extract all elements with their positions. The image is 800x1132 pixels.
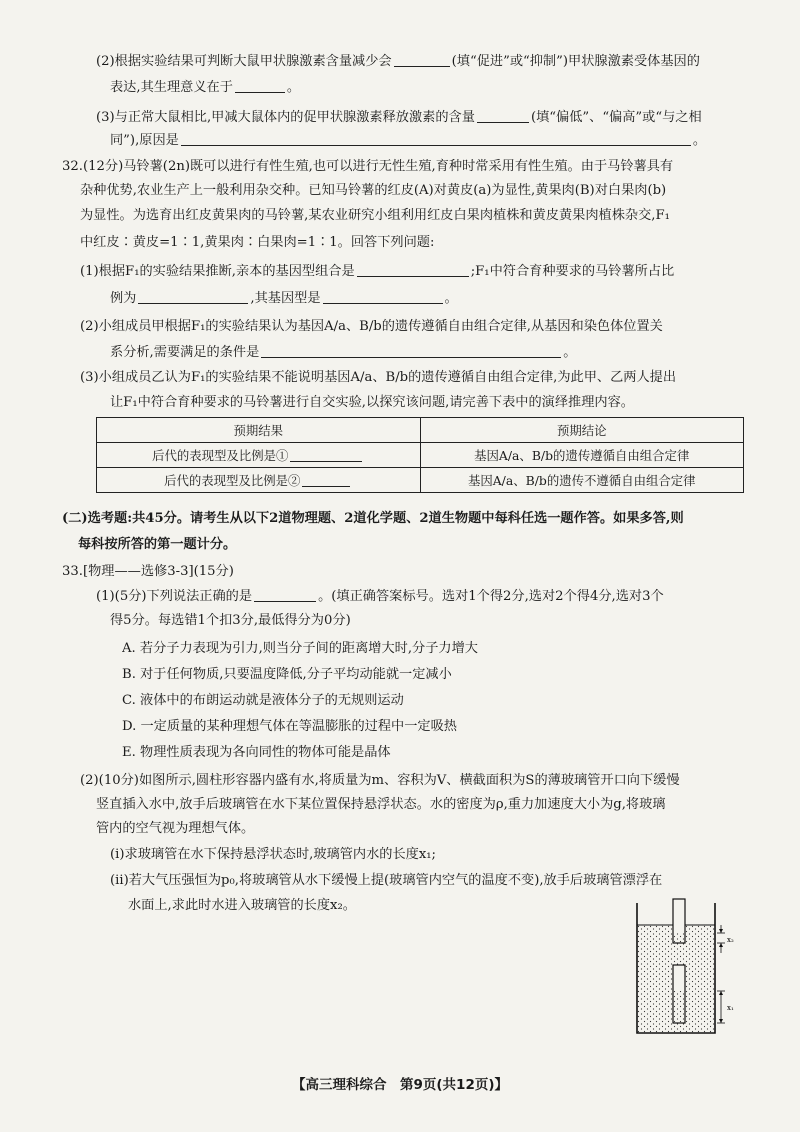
q33-part2-i: (ⅰ)求玻璃管在水下保持悬浮状态时,玻璃管内水的长度x₁; xyxy=(110,847,436,862)
q31-line-3 xyxy=(96,108,740,127)
prediction-table xyxy=(96,417,744,493)
table-header: 预期结论 xyxy=(420,418,744,443)
text: 例为 xyxy=(110,291,137,306)
q31-line-1 xyxy=(96,52,740,71)
q33-part2-line-1: (2)(10分)如图所示,圆柱形容器内盛有水,将质量为m、容积为V、横截面积为S的薄玻璃管开口向下缓慢 xyxy=(80,773,680,788)
q32-sub1-line-2 xyxy=(110,289,770,308)
answer-blank[interactable] xyxy=(138,289,248,304)
q32-sub2-line-1: (2)小组成员甲根据F₁的实验结果认为基因A/a、B/b的遗传遵循自由组合定律,从基因和染色体位置关 xyxy=(80,319,663,334)
text: ,其基因型是 xyxy=(250,291,321,306)
option-d: D. 一定质量的某种理想气体在等温膨胀的过程中一定吸热 xyxy=(122,719,457,734)
answer-blank[interactable] xyxy=(357,262,469,277)
text: (填“偏低”、“偏高”或“与之相 xyxy=(530,110,702,125)
text: 。 xyxy=(444,291,458,306)
elective-intro-line-2: 每科按所答的第一题计分。 xyxy=(78,537,237,552)
container-tube-figure xyxy=(625,895,750,1035)
answer-blank[interactable] xyxy=(302,472,350,487)
q32-sub3-line-2: 让F₁中符合育种要求的马铃薯进行自交实验,以探究该问题,请完善下表中的演绎推理内容。 xyxy=(110,395,634,410)
text: 同”),原因是 xyxy=(110,133,179,148)
q33-part2-ii-line-2: 水面上,求此时水进入玻璃管的长度x₂。 xyxy=(128,898,356,913)
table-header: 预期结果 xyxy=(97,418,421,443)
table-cell: 基因A/a、B/b的遗传不遵循自由组合定律 xyxy=(420,468,744,493)
answer-blank[interactable] xyxy=(477,108,529,123)
answer-blank[interactable] xyxy=(254,587,316,602)
text: 。 xyxy=(286,80,301,95)
q33-part2-ii-line-1: (ⅱ)若大气压强恒为p₀,将玻璃管从水下缓慢上提(玻璃管内空气的温度不变),放手后玻璃管漂浮在 xyxy=(110,873,663,888)
answer-blank[interactable] xyxy=(394,52,450,67)
q32-line-1: 32.(12分)马铃薯(2n)既可以进行有性生殖,也可以进行无性生殖,育种时常采用有性生殖。由于马铃薯具有 xyxy=(62,159,674,174)
page-footer: 【高三理科综合 第9页(共12页)】 xyxy=(291,1077,509,1093)
text: (2)根据实验结果可判断大鼠甲状腺激素含量减少会 xyxy=(96,54,392,69)
q32-line-4: 中红皮∶黄皮=1∶1,黄果肉∶白果肉=1∶1。回答下列问题: xyxy=(80,235,435,250)
x2-label: x₂ xyxy=(727,936,734,944)
text: 后代的表现型及比例是② xyxy=(164,473,301,488)
text: (3)与正常大鼠相比,甲减大鼠体内的促甲状腺激素释放激素的含量 xyxy=(96,110,475,125)
table-cell xyxy=(97,468,421,493)
q32-line-2: 杂种优势,农业生产上一般利用杂交种。已知马铃薯的红皮(A)对黄皮(a)为显性,黄果肉(B)对白果肉(b) xyxy=(80,183,667,198)
option-c: C. 液体中的布朗运动就是液体分子的无规则运动 xyxy=(122,693,404,708)
text: 。 xyxy=(692,133,707,148)
q31-line-2 xyxy=(110,78,770,97)
answer-blank[interactable] xyxy=(235,78,285,93)
table-cell: 基因A/a、B/b的遗传遵循自由组合定律 xyxy=(420,443,744,468)
q32-line-3: 为显性。为选育出红皮黄果肉的马铃薯,某农业研究小组利用红皮白果肉植株和黄皮黄果肉植株杂交,F₁ xyxy=(80,208,670,223)
text: (1)根据F₁的实验结果推断,亲本的基因型组合是 xyxy=(80,264,355,279)
text: (1)(5分)下列说法正确的是 xyxy=(96,589,253,604)
q33-title: 33.[物理——选修3-3](15分) xyxy=(62,564,234,579)
text: ;F₁中符合育种要求的马铃薯所占比 xyxy=(470,264,675,279)
answer-blank[interactable] xyxy=(323,289,443,304)
option-b: B. 对于任何物质,只要温度降低,分子平均动能就一定减小 xyxy=(122,667,452,682)
q32-sub2-line-2 xyxy=(110,343,770,362)
q31-line-4 xyxy=(110,131,770,150)
elective-intro-line-1: (二)选考题:共45分。请考生从以下2道物理题、2道化学题、2道生物题中每科任选一题作答。如果多答,则 xyxy=(62,511,684,526)
tube-water-x2 xyxy=(674,933,684,943)
q32-sub1-line-1 xyxy=(80,262,740,281)
answer-blank[interactable] xyxy=(181,131,691,146)
option-e: E. 物理性质表现为各向同性的物体可能是晶体 xyxy=(122,745,391,760)
text: 系分析,需要满足的条件是 xyxy=(110,345,260,360)
option-a: A. 若分子力表现为引力,则当分子间的距离增大时,分子力增大 xyxy=(122,641,478,656)
table-row xyxy=(97,468,744,493)
q33-part1-line-1 xyxy=(96,587,740,606)
text: (填“促进”或“抑制”)甲状腺激素受体基因的 xyxy=(451,54,700,69)
q33-part2-line-2: 竖直插入水中,放手后玻璃管在水下某位置保持悬浮状态。水的密度为ρ,重力加速度大小为g,将玻璃 xyxy=(96,797,666,812)
table-header-row xyxy=(97,418,744,443)
answer-blank[interactable] xyxy=(290,447,362,462)
q32-sub3-line-1: (3)小组成员乙认为F₁的实验结果不能说明基因A/a、B/b的遗传遵循自由组合定律,为此甲、乙两人提出 xyxy=(80,370,677,385)
answer-blank[interactable] xyxy=(261,343,561,358)
text: 表达,其生理意义在于 xyxy=(110,80,233,95)
x1-label: x₁ xyxy=(727,1004,734,1012)
q33-part2-line-3: 管内的空气视为理想气体。 xyxy=(96,821,255,836)
table-row xyxy=(97,443,744,468)
tube-water-x1 xyxy=(674,991,684,1023)
table-cell xyxy=(97,443,421,468)
q33-part1-line-2: 得5分。每选错1个扣3分,最低得分为0分) xyxy=(110,613,351,628)
text: 。 xyxy=(563,345,577,360)
text: 。(填正确答案标号。选对1个得2分,选对2个得4分,选对3个 xyxy=(318,589,664,604)
text: 后代的表现型及比例是① xyxy=(152,448,289,463)
